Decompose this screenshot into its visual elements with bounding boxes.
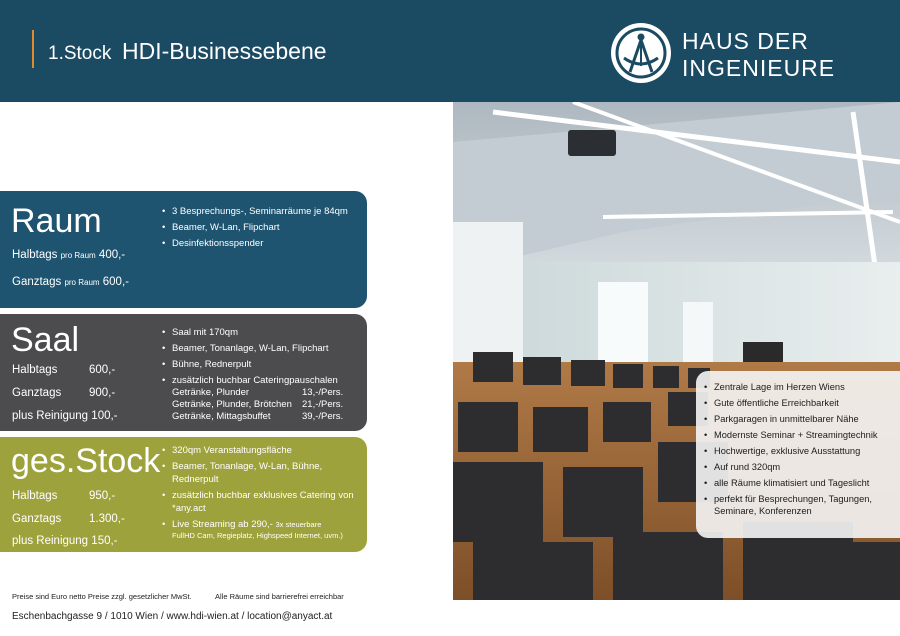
saal-heading: Saal [11,321,80,359]
raum-price-ganztags [12,276,129,288]
list-item: • Modernste Seminar + Streamingtechnik [704,429,900,441]
list-item: • Beamer, Tonanlage, W-Lan, Flipchart [162,342,362,355]
price-value: 900,- [89,387,116,399]
list-item: • perfekt für Besprechungen, Tagungen, Seminare, Konferenzen [704,493,900,517]
price-note: Preise sind Euro netto Preise zzgl. gesetzlicher MwSt. [12,592,192,601]
price-unit: pro Raum [60,251,96,260]
price-label: Halbtags [12,364,58,376]
list-item [162,518,362,541]
header-bar [0,0,900,102]
stock-heading: ges.Stock [11,442,161,480]
price-label: plus Reinigung [12,410,89,422]
list-item: • 3 Besprechungs-, Seminarräume je 84qm [162,205,362,218]
highlights-card [696,371,900,538]
price-label: Halbtags [12,490,58,502]
stock-price-ganztags [12,513,125,525]
price-value: 600,- [89,364,116,376]
stock-price-reinigung [12,535,118,547]
price-value: 400,- [98,249,126,261]
logo-line-2: INGENIEURE [682,55,836,81]
catering-row [172,411,362,423]
list-item: • Hochwertige, exklusive Ausstattung [704,445,900,457]
accessibility-note: Alle Räume sind barrierefrei erreichbar [215,592,344,601]
stock-price-halbtags [12,490,116,502]
catering-price: 21,-/Pers. [302,399,344,410]
catering-intro: zusätzlich buchbar Cateringpauschalen [172,375,338,386]
list-item: • alle Räume klimatisiert und Tageslicht [704,477,900,489]
streaming-label: Live Streaming ab 290,- [172,519,273,530]
price-value: 150,- [91,535,118,547]
list-item: • Desinfektionsspender [162,237,362,250]
raum-heading: Raum [11,202,102,240]
stock-panel [0,437,367,552]
saal-price-reinigung [12,410,118,422]
price-unit: pro Raum [64,278,100,287]
list-item: • Zentrale Lage im Herzen Wiens [704,381,900,393]
list-item: • Beamer, Tonanlage, W-Lan, Bühne, Rednerpult [162,460,362,486]
saal-features [162,326,362,426]
catering-item: Getränke, Mittagsbuffet [172,411,271,422]
catering-row [172,399,362,411]
streaming-small: 3x steuerbare [275,520,322,529]
price-value: 950,- [89,490,116,502]
list-item: • 320qm Veranstaltungsfläche [162,444,362,457]
catering-item: Getränke, Plunder [172,387,250,398]
catering-price: 39,-/Pers. [302,411,344,422]
price-value: 100,- [91,410,118,422]
list-item: • Parkgaragen in unmittelbarer Nähe [704,413,900,425]
contact-line: Eschenbachgasse 9 / 1010 Wien / www.hdi-wien.at / location@anyact.at [12,611,333,622]
price-value: 1.300,- [89,513,125,525]
list-item: • Saal mit 170qm [162,326,362,339]
price-label: Ganztags [12,276,62,288]
highlights-list [704,381,900,521]
price-value: 600,- [102,276,129,288]
logo-line-1: HAUS DER [682,28,809,54]
floor-label: 1.Stock [48,43,112,64]
page-title: HDI-Businessebene [122,38,327,64]
list-item: • Auf rund 320qm [704,461,900,473]
logo-wordmark [682,28,835,82]
list-item [162,374,362,423]
list-item: • Bühne, Rednerpult [162,358,362,371]
catering-item: Getränke, Plunder, Brötchen [172,399,292,410]
stock-features [162,444,362,544]
catering-price: 13,-/Pers. [302,387,344,398]
list-item: • Beamer, W-Lan, Flipchart [162,221,362,234]
accent-divider [32,30,34,68]
saal-price-halbtags [12,364,116,376]
saal-price-ganztags [12,387,116,399]
raum-panel [0,191,367,308]
raum-features [162,205,362,253]
streaming-detail: FullHD Cam, Regieplatz, Highspeed Internet, uvm.) [172,531,343,540]
hdi-logo-icon [610,22,672,84]
catering-row [172,387,362,399]
saal-panel [0,314,367,431]
price-label: Ganztags [12,387,62,399]
price-label: Ganztags [12,513,62,525]
list-item: • Gute öffentliche Erreichbarkeit [704,397,900,409]
price-label: plus Reinigung [12,535,89,547]
price-label: Halbtags [12,249,58,261]
list-item: • zusätzlich buchbar exklusives Catering von *any.act [162,489,362,515]
raum-price-halbtags [12,249,125,261]
